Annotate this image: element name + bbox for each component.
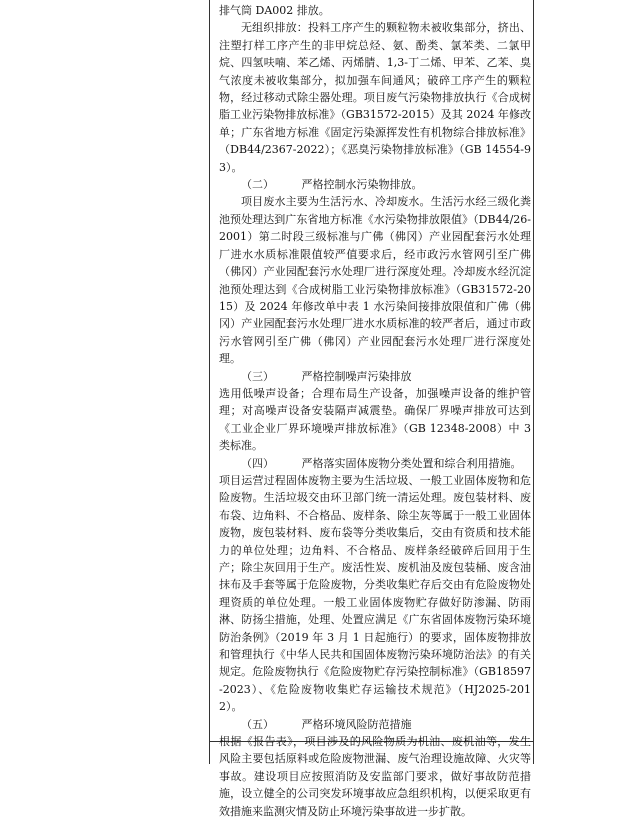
section-heading-risk <box>219 716 531 733</box>
section-title: 严格环境风险防范措施 <box>301 717 412 731</box>
table-right-border <box>533 0 534 764</box>
paragraph-wastewater: 项目废水主要为生活污水、冷却废水。生活污水经三级化粪池预处理达到广东省地方标准《水污染物排放限值》（DB44/26-2001）第二时段三级标准与广佛（佛冈）产业园配套污水处理厂进水水质标准限值较严值要求后，经市政污水管网引至广佛（佛冈）产业园配套污水处理厂进行深度处理。冷却废水经沉淀池预处理达到《合成树脂工业污染物排放标准》（GB31572-2015）及 2024 年修改单中表 1 水污染间接排放限值和广佛（佛冈）产业园配套污水处理厂进水水质标准的较严者后，通过市政污水管网引至广佛（佛冈）产业园配套污水处理厂进行深度处理。 <box>219 195 531 366</box>
section-heading-water <box>219 176 531 193</box>
paragraph-exhaust-stack: 排气筒 DA002 排放。 <box>219 4 330 17</box>
paragraph-noise: 选用低噪声设备；合理布局生产设备，加强噪声设备的维护管理；对高噪声设备安装隔声减震垫。确保厂界噪声排放可达到《工业企业厂界环境噪声排放标准》（GB 12348-2008）中 3 类标准。 <box>219 386 531 453</box>
section-title: 严格控制噪声污染排放 <box>301 369 412 383</box>
section-heading-solid-waste <box>219 455 531 472</box>
section-number: （二） <box>241 178 274 192</box>
section-number: （五） <box>241 717 274 731</box>
section-title: 严格控制水污染物排放。 <box>301 178 423 192</box>
section-number: （四） <box>241 456 274 470</box>
section-title: 严格落实固体废物分类处置和综合利用措施。 <box>301 456 522 470</box>
table-cell-content <box>219 2 531 820</box>
section-number: （三） <box>241 369 274 383</box>
section-heading-noise <box>219 368 531 385</box>
paragraph-risk: 根据《报告表》，项目涉及的风险物质为机油、废机油等，发生风险主要包括原料或危险废物泄漏、废气治理设施故障、火灾等事故。建设项目应按照消防及安监部门要求，做好事故防范措施，设立健全的公司突发环境事故应急组织机构，以便采取更有效措施来监测灾情及防止环境污染事故进一步扩散。 <box>219 735 531 818</box>
paragraph-fugitive-emission: 无组织排放：投料工序产生的颗粒物未被收集部分，挤出、注塑打样工序产生的非甲烷总烃、氨、酚类、氯苯类、二氯甲烷、四氢呋喃、苯乙烯、丙烯腈、1,3-丁二烯、甲苯、乙苯、臭气浓度未被收集部分，拟加强车间通风；破碎工序产生的颗粒物，经过移动式除尘器处理。项目废气污染物排放执行《合成树脂工业污染物排放标准》（GB31572-2015）及其 2024 年修改单；广东省地方标准《固定污染源挥发性有机物综合排放标准》（DB44/2367-2022）；《恶臭污染物排放标准》（GB 14554-93）。 <box>219 21 531 174</box>
table-left-border <box>209 0 210 764</box>
paragraph-solid-waste: 项目运营过程固体废物主要为生活垃圾、一般工业固体废物和危险废物。生活垃圾交由环卫部门统一清运处理。废包装材料、废布袋、边角料、不合格品、废样条、除尘灰等属于一般工业固体废物，废包装材料、废布袋等分类收集后，交由有资质和技术能力的单位处理；边角料、不合格品、废样条经破碎后回用于生产；除尘灰回用于生产。废活性炭、废机油及废包装桶、废含油抹布及手套等属于危险废物，分类收集贮存后交由有危险废物处理资质的单位处理。一般工业固体废物贮存做好防渗漏、防雨淋、防扬尘措施，处理、处置应满足《广东省固体废物污染环境防治条例》（2019 年 3 月 1 日起施行）的要求，固体废物排放和管理执行《中华人民共和国固体废物污染环境防治法》的有关规定。危险废物执行《危险废物贮存污染控制标准》（GB18597-2023）、《危险废物收集贮存运输技术规范》（HJ2025-2012）。 <box>219 473 531 714</box>
